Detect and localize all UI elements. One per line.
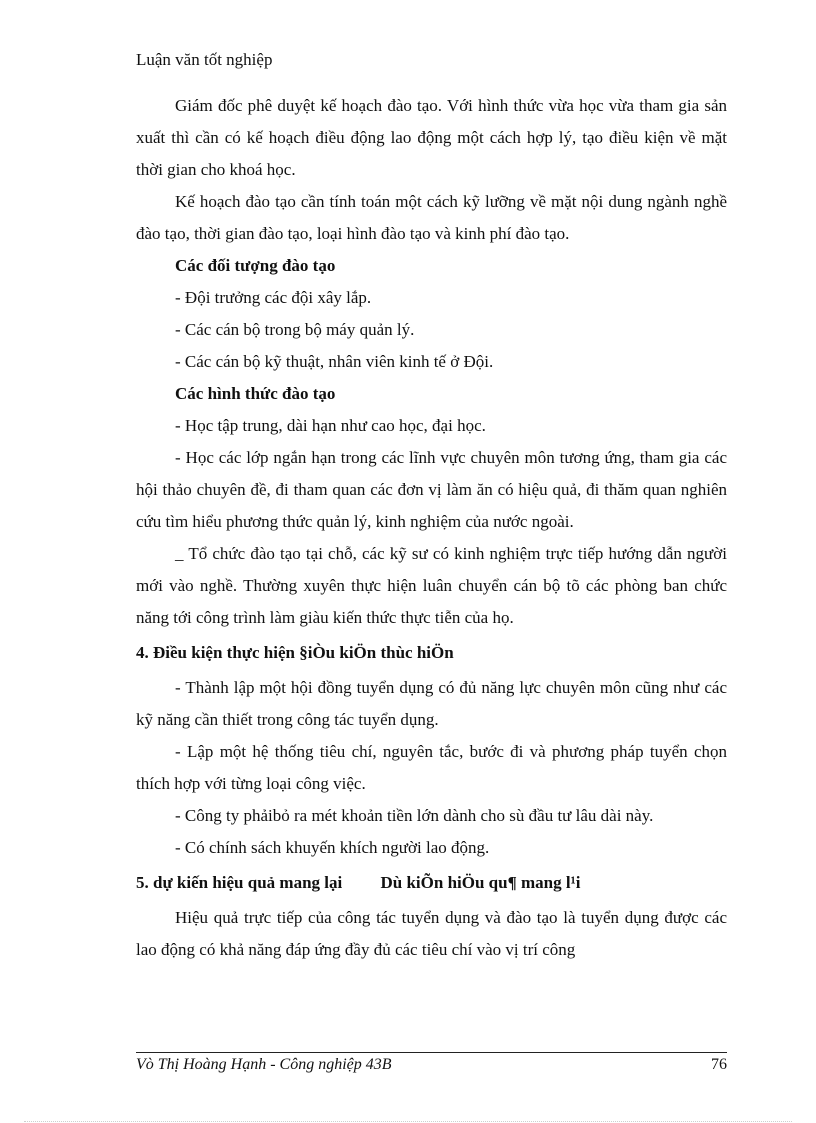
footer-author: Vò Thị Hoàng Hạnh - Công nghiệp 43B bbox=[136, 1056, 392, 1073]
list-item: - Có chính sách khuyến khích người lao động. bbox=[175, 838, 490, 857]
paragraph: Giám đốc phê duyệt kế hoạch đào tạo. Với hình thức vừa học vừa tham gia sản xuất thì cần có kế hoạch điều động lao động một cách hợp lý, tạo điều kiện về mặt thời gian cho khoá học. bbox=[136, 96, 727, 179]
list-item: _ Tổ chức đào tạo tại chỗ, các kỹ sư có kinh nghiệm trực tiếp hướng dẫn người mới vào nghề. Thường xuyên thực hiện luân chuyển cán bộ tõ các phòng ban chức năng tới công trình làm giàu kiến thức thực tiễn của họ. bbox=[136, 544, 727, 627]
list-item: - Học các lớp ngắn hạn trong các lĩnh vực chuyên môn tương ứng, tham gia các hội thảo chuyên đề, đi tham quan các đơn vị làm ăn có hiệu quả, đi thăm quan nghiên cứu tìm hiểu phương thức quản lý, kinh nghiệm của nước ngoài. bbox=[136, 448, 727, 531]
list-item: - Công ty phảibỏ ra mét khoản tiền lớn dành cho sù đầu tư lâu dài này. bbox=[175, 806, 654, 825]
document-body bbox=[136, 90, 727, 966]
list-item: - Đội trưởng các đội xây lắp. bbox=[175, 288, 372, 307]
list-item: - Học tập trung, dài hạn như cao học, đại học. bbox=[175, 416, 486, 435]
list-item: - Thành lập một hội đồng tuyển dụng có đủ năng lực chuyên môn cũng như các kỹ năng cần thiết trong công tác tuyển dụng. bbox=[136, 678, 727, 729]
subheading-training-forms: Các hình thức đào tạo bbox=[175, 384, 336, 403]
list-item: - Các cán bộ trong bộ máy quản lý. bbox=[175, 320, 415, 339]
section-heading-4: 4. Điều kiện thực hiện §iÒu kiÖn thùc hiÖn bbox=[136, 643, 454, 662]
running-header: Luận văn tốt nghiệp bbox=[136, 50, 273, 69]
list-item: - Các cán bộ kỹ thuật, nhân viên kinh tế ở Đội. bbox=[175, 352, 494, 371]
page-edge-divider bbox=[24, 1121, 792, 1122]
paragraph: Kế hoạch đào tạo cần tính toán một cách kỹ lưỡng về mặt nội dung ngành nghề đào tạo, thời gian đào tạo, loại hình đào tạo và kinh phí đào tạo. bbox=[136, 192, 727, 243]
subheading-training-targets: Các đối tượng đào tạo bbox=[175, 256, 336, 275]
page-number: 76 bbox=[711, 1056, 727, 1073]
paragraph: Hiệu quả trực tiếp của công tác tuyển dụng và đào tạo là tuyển dụng được các lao động có khả năng đáp ứng đầy đủ các tiêu chí vào vị trí công bbox=[136, 908, 727, 959]
page-footer bbox=[136, 1056, 727, 1074]
footer-divider bbox=[136, 1052, 727, 1053]
list-item: - Lập một hệ thống tiêu chí, nguyên tắc, bước đi và phương pháp tuyển chọn thích hợp với từng loại công việc. bbox=[136, 742, 727, 793]
section-heading-5: 5. dự kiến hiệu quả mang lại Dù kiÕn hiÖu qu¶ mang l¹i bbox=[136, 873, 581, 892]
